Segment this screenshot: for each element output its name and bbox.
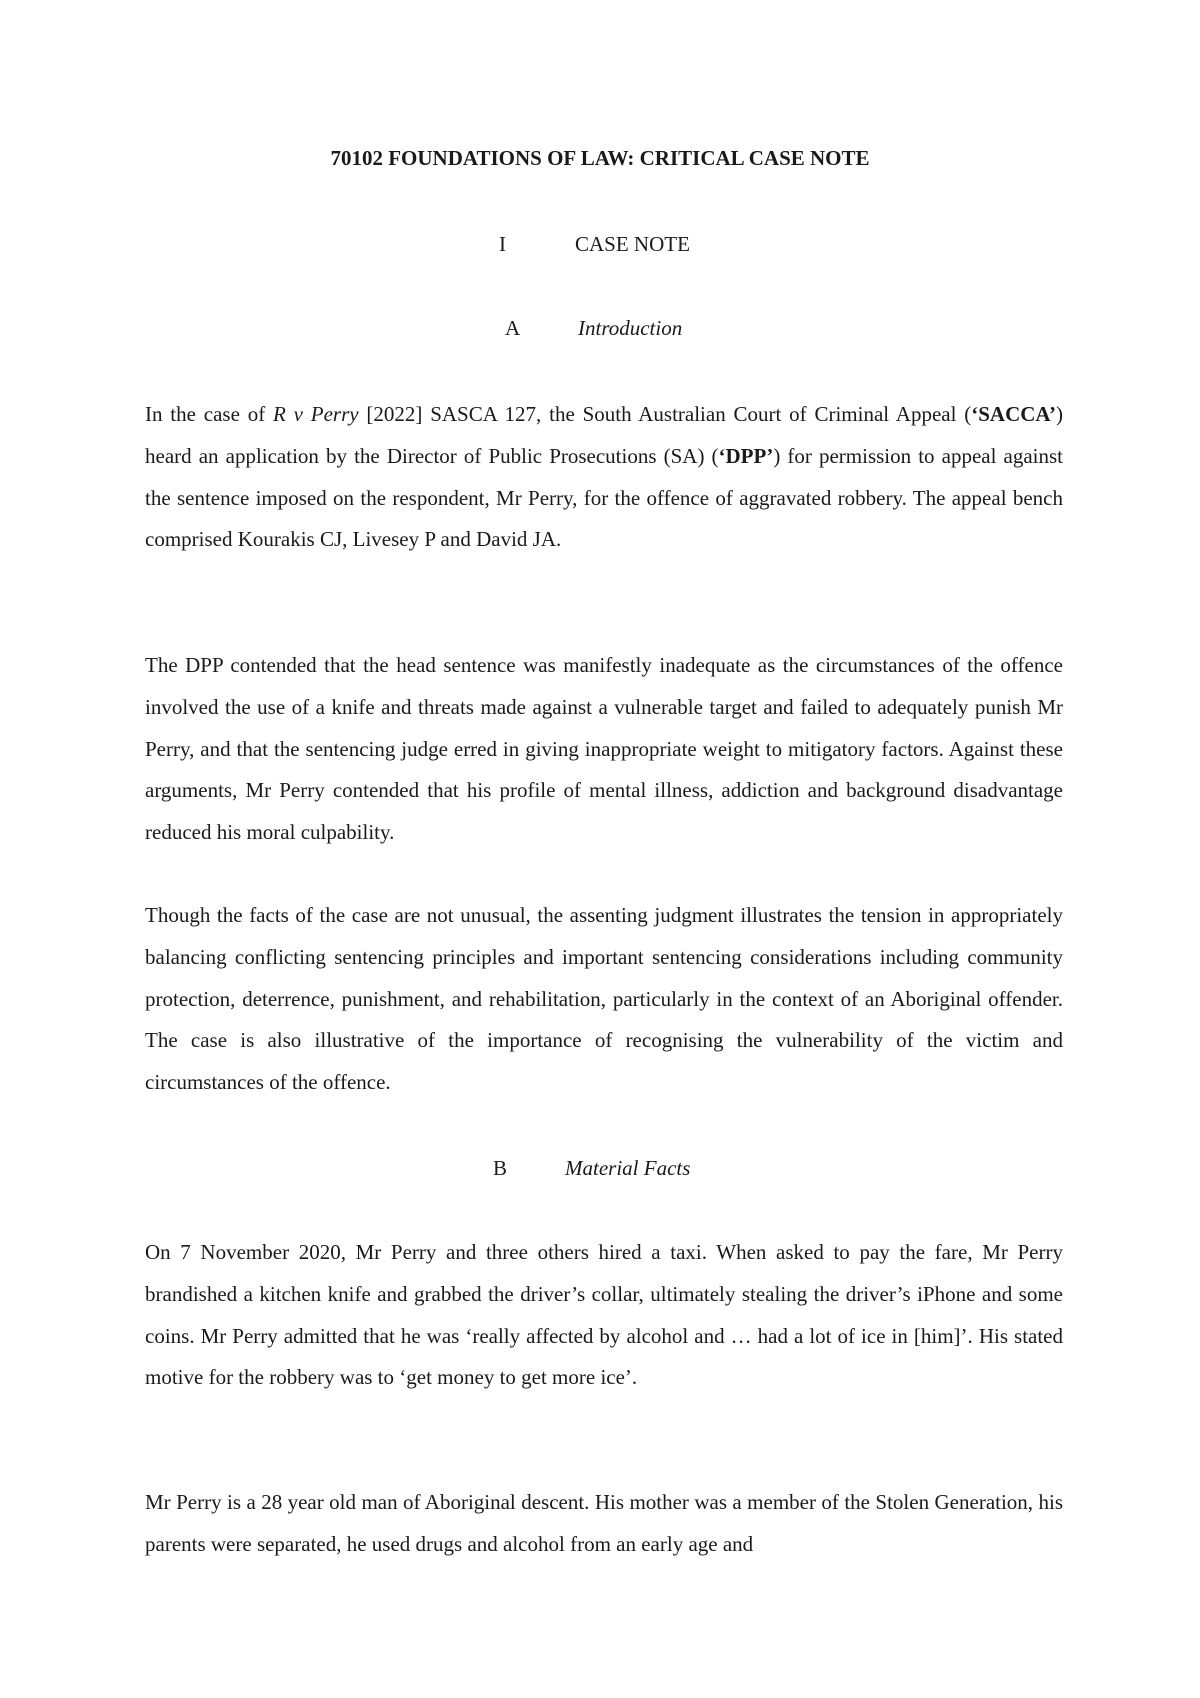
defined-term-dpp: ‘DPP’ <box>718 443 774 468</box>
text-run: In the case of <box>145 402 274 426</box>
section-number: I <box>499 232 506 256</box>
facts-paragraph-1: On 7 November 2020, Mr Perry and three others hired a taxi. When asked to pay the fare, Mr Perry brandished a kitchen knife and grabbed the driver’s collar, ultimately stealing the driver’s iPhone and some coins. Mr Perry admitted that he was ‘really affected by alcohol and … had a lot of ice in [him]’. His stated motive for the robbery was to ‘get money to get more ice’. <box>145 1240 1063 1390</box>
text-run: ) for permission to appeal against the sentence imposed on the respondent, Mr Perry, for the offence of aggravated robbery. The appeal bench comprised Kourakis CJ, Livesey P and David JA. <box>145 443 1063 552</box>
section-heading-case-note <box>0 229 1200 259</box>
defined-term-sacca: ‘SACCA’ <box>971 402 1057 426</box>
case-name: R v Perry <box>273 402 359 426</box>
intro-paragraph-1 <box>145 394 1063 561</box>
section-label: CASE NOTE <box>575 232 690 256</box>
subsection-heading-introduction <box>0 313 1200 343</box>
subsection-number: A <box>505 316 521 340</box>
text-run: [2022] SASCA 127, the South Australian Court of Criminal Appeal ( <box>358 402 972 426</box>
facts-paragraph-2: Mr Perry is a 28 year old man of Aboriginal descent. His mother was a member of the Stolen Generation, his parents were separated, he used drugs and alcohol from an early age and <box>145 1490 1063 1556</box>
intro-paragraph-2: The DPP contended that the head sentence was manifestly inadequate as the circumstances of the offence involved the use of a knife and threats made against a vulnerable target and failed to adequately punish Mr Perry, and that the sentencing judge erred in giving inappropriate weight to mitigatory factors. Against these arguments, Mr Perry contended that his profile of mental illness, addiction and background disadvantage reduced his moral culpability. <box>145 653 1063 845</box>
subsection-number: B <box>493 1156 508 1180</box>
text-run: ) heard an application by the Director of Public Prosecutions (SA) ( <box>145 402 1064 468</box>
document-title: 70102 FOUNDATIONS OF LAW: CRITICAL CASE NOTE <box>330 146 870 170</box>
subsection-heading-material-facts <box>0 1153 1200 1183</box>
intro-paragraph-3: Though the facts of the case are not unusual, the assenting judgment illustrates the tension in appropriately balancing conflicting sentencing principles and important sentencing considerations including community protection, deterrence, punishment, and rehabilitation, particularly in the context of an Aboriginal offender. The case is also illustrative of the importance of recognising the vulnerability of the victim and circumstances of the offence. <box>145 903 1063 1095</box>
subsection-label: Introduction <box>578 316 683 340</box>
subsection-label: Material Facts <box>565 1156 691 1180</box>
